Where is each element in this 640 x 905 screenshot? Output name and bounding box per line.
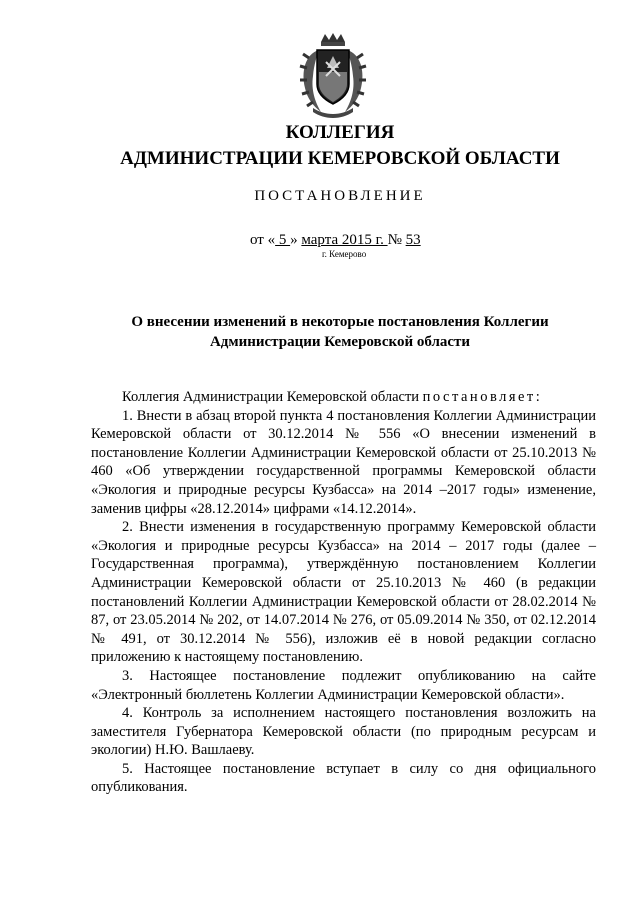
intro-text: Коллегия Администрации Кемеровской области [122, 389, 423, 405]
document-body [91, 388, 596, 797]
date-day: 5 [275, 232, 291, 248]
document-subject [90, 312, 590, 352]
document-number: 53 [405, 232, 421, 248]
date-month-year: марта 2015 г. [301, 232, 388, 248]
body-intro [91, 388, 596, 407]
document-city: г. Кемерово [322, 249, 367, 259]
date-prefix: от « [250, 232, 276, 248]
document-type: ПОСТАНОВЛЕНИЕ [254, 188, 426, 204]
date-separator: » [290, 232, 302, 248]
paragraph-5: 5. Настоящее постановление вступает в силу со дня официального опубликования. [91, 760, 596, 796]
paragraph-2: 2. Внести изменения в государственную программу Кемеровской области «Экология и природные ресурсы Кузбасса» на 2014 – 2017 годы (далее – Государственная программа), утверждённую постановлением Коллегии Администрации Кемеровской области от 25.10.2013 № 460 (в редакции постановлений Коллегии Администрации Кемеровской области от 28.02.2014 № 87, от 23.05.2014 № 202, от 14.07.2014 № 276, от 05.09.2014 № 350, от 02.12.2014 № 491, от 30.12.2014 № 556), изложив её в новой редакции согласно приложению к настоящему постановлению. [91, 519, 596, 666]
org-name-line2: АДМИНИСТРАЦИИ КЕМЕРОВСКОЙ ОБЛАСТИ [120, 148, 560, 169]
number-label: № [387, 232, 406, 248]
paragraph-3: 3. Настоящее постановление подлежит опубликованию на сайте «Электронный бюллетень Коллегии Администрации Кемеровской области». [91, 667, 596, 703]
paragraph-1: 1. Внести в абзац второй пункта 4 постановления Коллегии Администрации Кемеровской области от 30.12.2014 № 556 «О внесении изменений в постановление Коллегии Администрации Кемеровской области от 25.10.2013 № 460 «Об утверждении государственной программы Кемеровской области «Экология и природные ресурсы Кузбасса» на 2014 –2017 годы» изменение, заменив цифры «28.12.2014» цифрами «14.12.2014». [91, 407, 596, 517]
org-name-line1: КОЛЛЕГИЯ [285, 122, 395, 143]
paragraph-4: 4. Контроль за исполнением настоящего постановления возложить на заместителя Губернатора Кемеровской области (по природным ресурсам и экологии) Н.Ю. Вашлаеву. [91, 705, 596, 759]
intro-resolves: постановляет: [422, 389, 543, 405]
document-dateline [250, 232, 421, 249]
coat-of-arms-icon [299, 32, 367, 118]
subject-line1: О внесении изменений в некоторые постановления Коллегии [131, 314, 549, 330]
subject-line2: Администрации Кемеровской области [209, 334, 471, 350]
